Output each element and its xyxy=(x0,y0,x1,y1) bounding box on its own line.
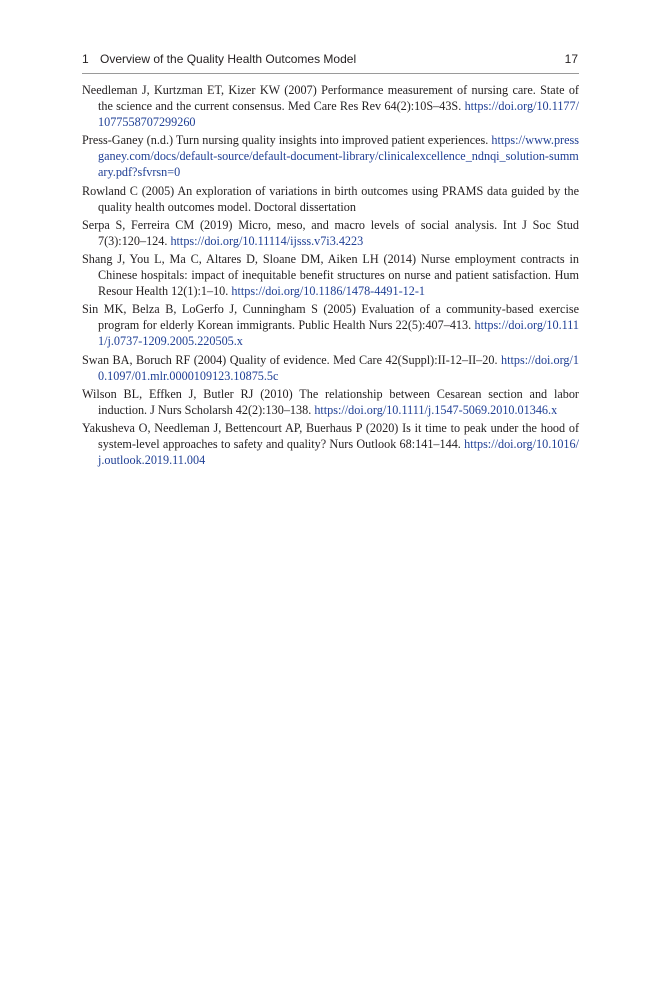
reference-item xyxy=(82,217,579,249)
doi-link[interactable]: https://doi.org/10.1016/j.outlook.2019.11.004 xyxy=(98,436,579,468)
reference-text: Swan BA, Boruch RF (2004) Quality of evidence. Med Care 42(Suppl):II-12–II–20. xyxy=(82,352,501,367)
reference-text: Yakusheva O, Needleman J, Bettencourt AP, Buerhaus P (2020) Is it time to peak under the hood of system-level approaches to safety and quality? Nurs Outlook 68:141–144. xyxy=(82,420,579,451)
chapter-title: Overview of the Quality Health Outcomes Model xyxy=(100,52,357,66)
reference-list xyxy=(82,82,579,470)
doi-link[interactable]: https://doi.org/10.1097/01.mlr.0000109123.10875.5c xyxy=(98,352,579,383)
doi-link[interactable]: https://doi.org/10.1111/j.1547-5069.2010.01346.x xyxy=(314,402,558,417)
reference-item xyxy=(82,420,579,468)
reference-item xyxy=(82,132,579,180)
doi-link[interactable]: https://doi.org/10.1177/1077558707299260 xyxy=(98,99,579,130)
reference-text: Sin MK, Belza B, LoGerfo J, Cunningham S (2005) Evaluation of a community-based exercise program for elderly Korean immigrants. Public Health Nurs 22(5):407–413. xyxy=(82,302,579,333)
reference-text: Serpa S, Ferreira CM (2019) Micro, meso, and macro levels of social analysis. Int J Soc Stud 7(3):120–124. xyxy=(82,217,579,248)
running-header xyxy=(82,49,579,74)
doi-link[interactable]: https://doi.org/10.1186/1478-4491-12-1 xyxy=(231,284,426,299)
reference-item xyxy=(82,82,579,130)
page-number: 17 xyxy=(564,52,578,66)
reference-item xyxy=(82,301,579,349)
reference-item xyxy=(82,183,579,215)
reference-text: Wilson BL, Effken J, Butler RJ (2010) The relationship between Cesarean section and labor induction. J Nurs Scholarsh 42(2):130–138. xyxy=(82,386,579,417)
reference-text: Rowland C (2005) An exploration of variations in birth outcomes using PRAMS data guided by the quality health outcomes model. Doctoral dissertation xyxy=(82,183,579,214)
reference-text: Shang J, You L, Ma C, Altares D, Sloane DM, Aiken LH (2014) Nurse employment contracts in Chinese hospitals: impact of inequitable benefit structures on nurse and patient satisfaction. Hum Resour Health 12(1):1–10. xyxy=(82,251,579,299)
doi-link[interactable]: https://www.pressganey.com/docs/default-source/default-document-library/clinicalexcellence_ndnqi_solution-summary.pdf?sfvrsn=0 xyxy=(98,133,579,180)
reference-item xyxy=(82,386,579,418)
doi-link[interactable]: https://doi.org/10.11114/ijsss.v7i3.4223 xyxy=(170,233,364,248)
reference-text: Press-Ganey (n.d.) Turn nursing quality insights into improved patient experiences. xyxy=(82,133,492,148)
reference-item xyxy=(82,251,579,299)
doi-link[interactable]: https://doi.org/10.1111/j.0737-1209.2005.220505.x xyxy=(98,318,579,349)
reference-item xyxy=(82,352,579,384)
reference-text: Needleman J, Kurtzman ET, Kizer KW (2007) Performance measurement of nursing care. State of the science and the current consensus. Med Care Res Rev 64(2):10S–43S. xyxy=(82,83,579,114)
chapter-number: 1 xyxy=(82,52,89,66)
